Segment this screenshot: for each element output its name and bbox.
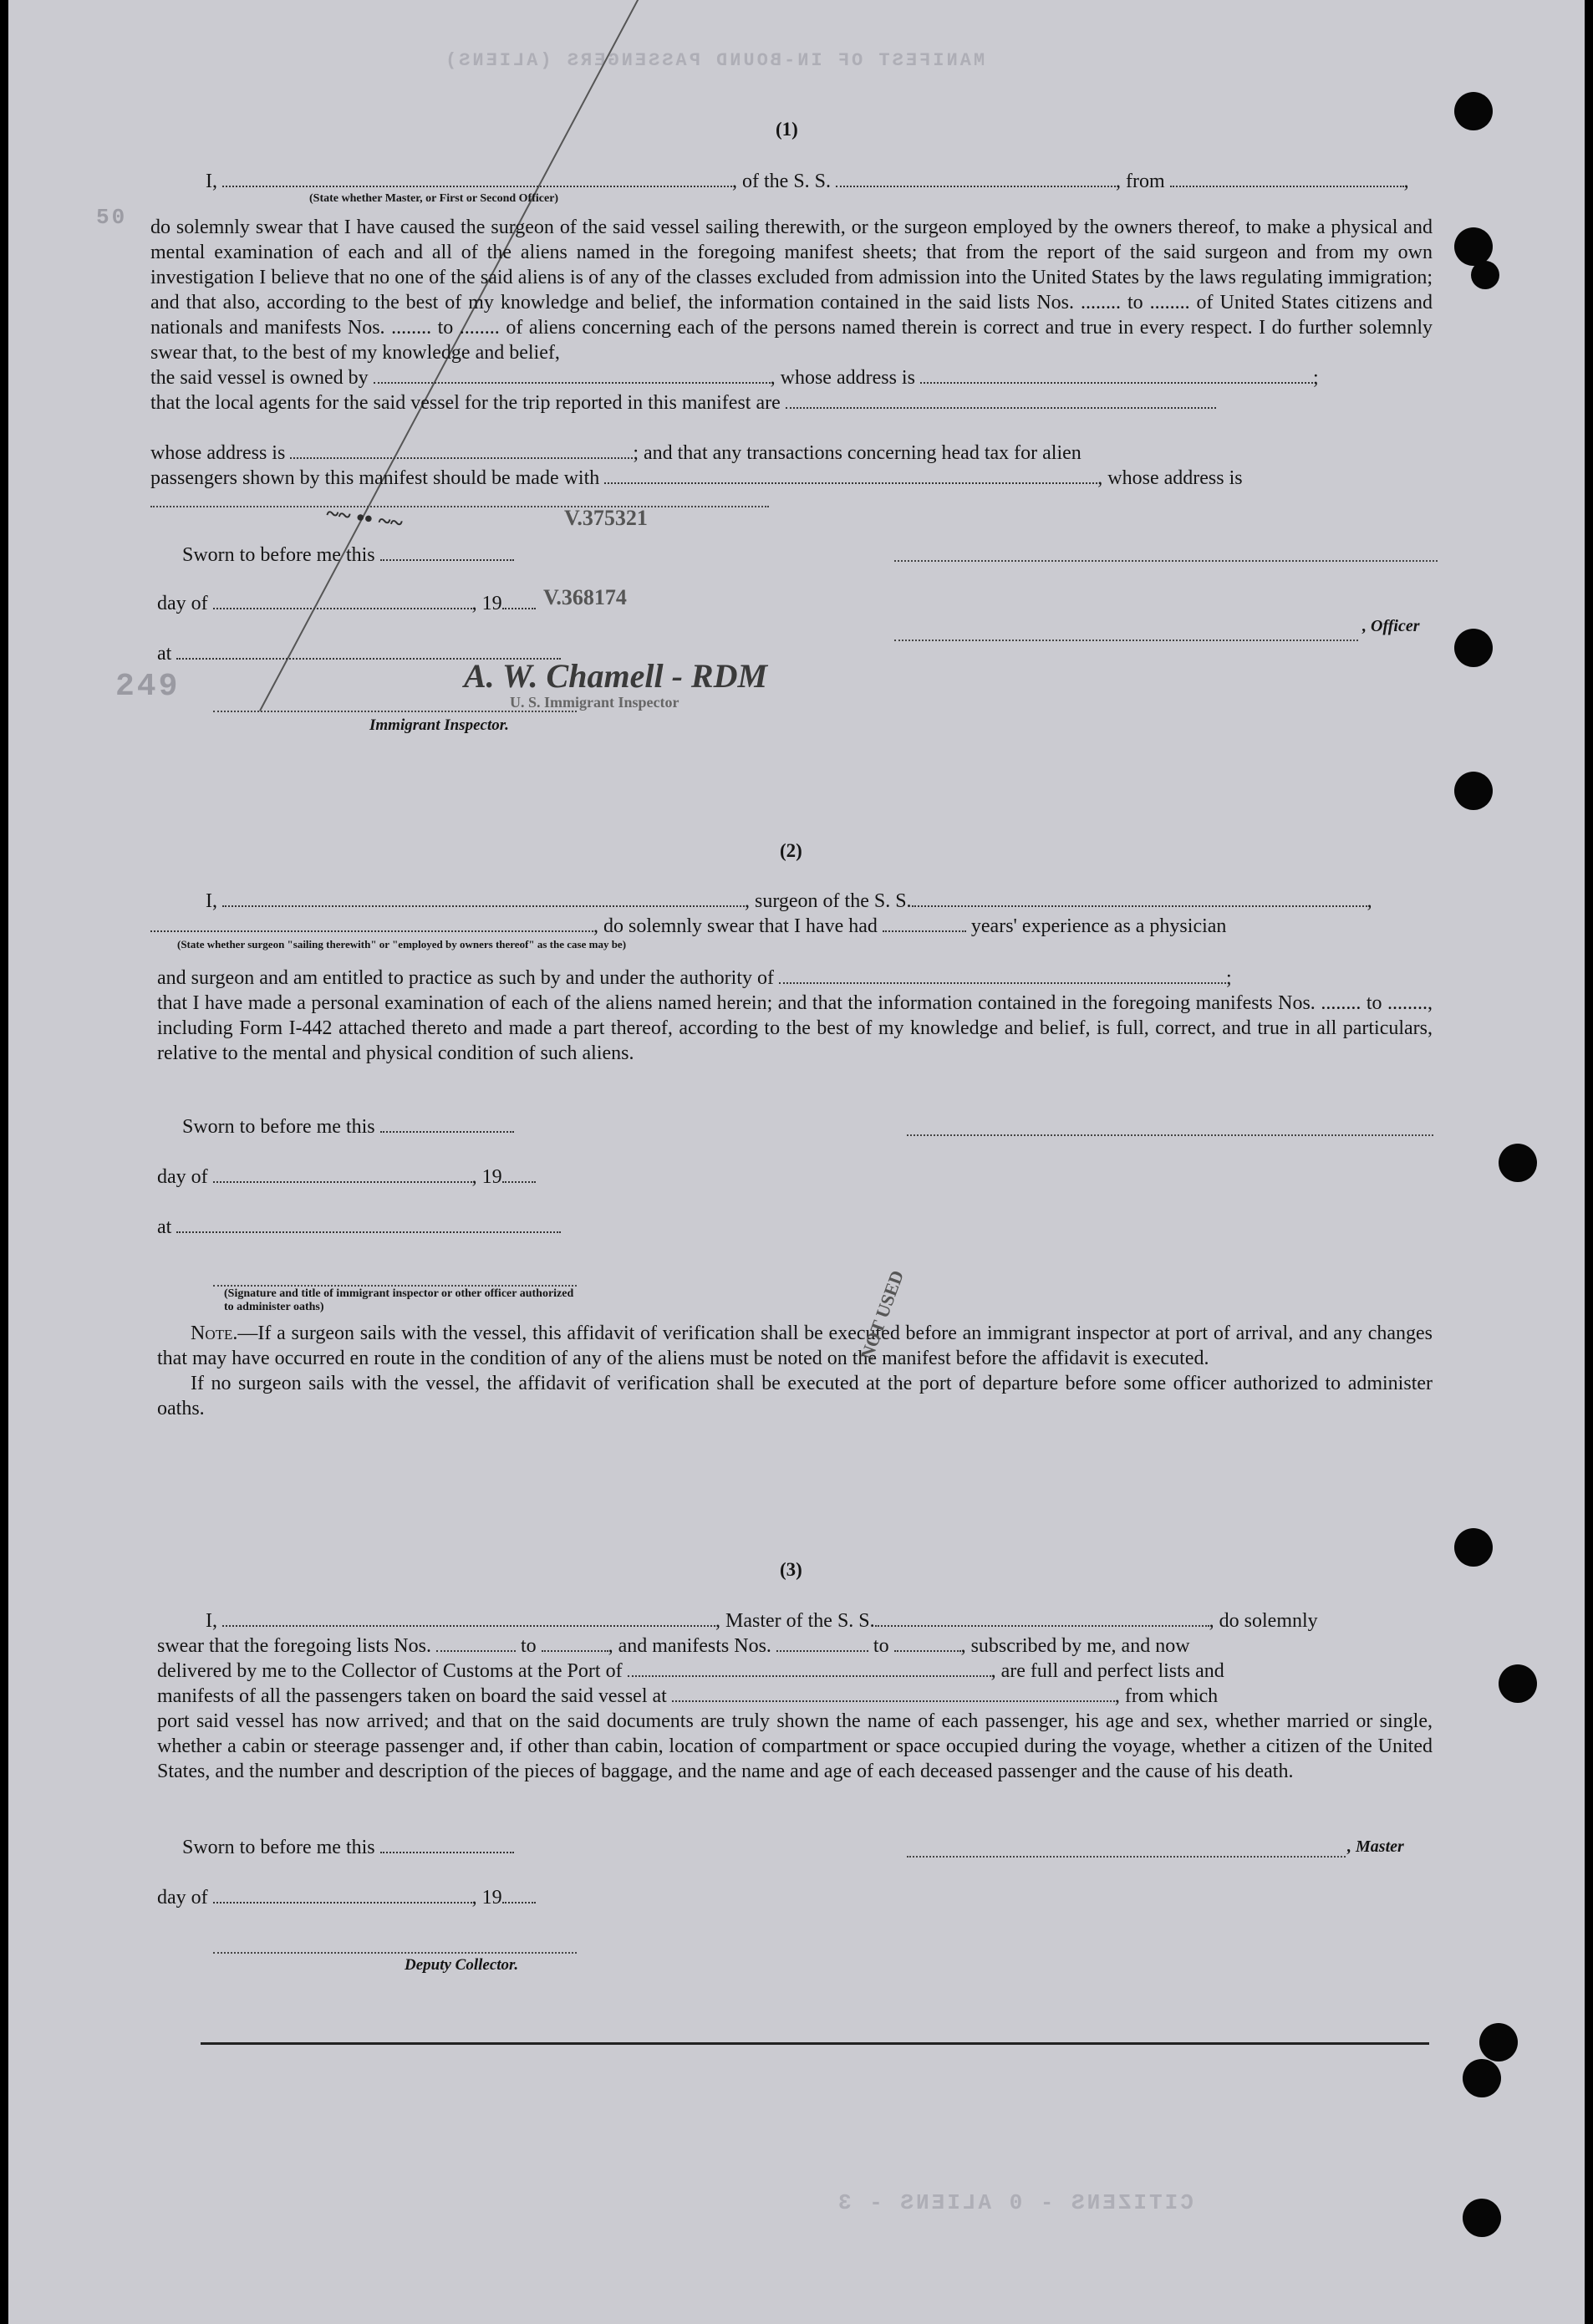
punch-hole: [1454, 227, 1493, 266]
authority-line: and surgeon and am entitled to practice as such by and under the authority of ;: [157, 967, 1232, 989]
of-ss-label: , of the S. S.: [732, 171, 832, 192]
taken-on-board-line: manifests of all the passengers taken on board the said vessel at , from which: [157, 1685, 1219, 1707]
at-line-2: at: [157, 1215, 561, 1240]
officer-note: (State whether Master, or First or Second Officer): [309, 192, 559, 205]
sworn-line-3: Sworn to before me this: [182, 1835, 514, 1860]
section-1-number: (1): [776, 119, 798, 140]
oath-pronoun: I,: [206, 171, 217, 192]
officer-label: , Officer: [1362, 617, 1420, 635]
punch-hole: [1499, 1664, 1537, 1703]
head-tax-line: passengers shown by this manifest should be made with , whose address is: [150, 467, 1243, 489]
signature-title-note: (Signature and title of immigrant inspector or other officer authorized to administer oaths): [224, 1287, 574, 1313]
section-1-oath-line: I, , of the S. S. , from ,: [206, 171, 1409, 192]
deputy-collector-label: Deputy Collector.: [405, 1956, 519, 1974]
ghost-margin-number: 50: [96, 205, 128, 230]
note-text: Note.—If a surgeon sails with the vessel, this affidavit of verification shall be executed before an immigrant inspector at port of arrival, and any changes that may have occurred en route in the condition of any of the aliens must be noted on the manifest before the affidavit is executed. If no surgeon sails with the vessel, the affidavit of verification shall be executed at the port of departure before some officer authorized to administer oaths.: [157, 1323, 1433, 1419]
experience-line: , do solemnly swear that I have had years' experience as a physician: [150, 914, 1226, 939]
immigrant-inspector-label: Immigrant Inspector.: [369, 716, 509, 734]
ghost-page-number: 249: [115, 669, 181, 705]
sworn-line-2: Sworn to before me this: [182, 1114, 514, 1139]
transactions-line: whose address is ; and that any transactions concerning head tax for alien: [150, 442, 1082, 464]
ghost-footer: CITIZENS - 0 ALIENS - 3: [836, 2190, 1193, 2215]
punch-hole: [1471, 261, 1499, 289]
punch-hole: [1499, 1144, 1537, 1182]
day-of-line-3: day of , 19: [157, 1885, 536, 1910]
punch-hole: [1479, 2023, 1518, 2062]
ghost-header: MANIFEST OF IN-BOUND PASSENGERS (ALIENS): [443, 50, 985, 71]
section-3-number: (3): [780, 1559, 802, 1580]
punch-hole: [1454, 629, 1493, 667]
section-1-body: do solemnly swear that I have caused the surgeon of the said vessel sailing therewith, or the surgeon employed by the owners thereof, to make a physical and mental examination of each and all of the aliens named in the foregoing manifest sheets; that from the report of the said surgeon and from my own investigation I believe that no one of the said aliens is of any of the classes excluded from admission into the United States by the laws regulating immigration; and that also, according to the best of my knowledge and belief, the information contained in the said lists Nos. ........ to ........ of United States citizens and nationals and manifests Nos. ........ to ........ of aliens concerning each of the persons named therein is correct and true in every respect. I do further solemnly swear that, to the best of my knowledge and belief,: [150, 217, 1433, 364]
punch-hole: [1454, 92, 1493, 130]
section-2-body: that I have made a personal examination of each of the aliens named herein; and that the information contained in the foregoing manifests Nos. ........ to ........, including Form I-442 attached thereto and made a part thereof, according to the best of my knowledge and belief, is full, correct, and true in all particulars, relative to the mental and physical condition of such aliens.: [157, 992, 1433, 1064]
officer-signature: A. W. Chamell - RDM: [464, 657, 768, 695]
lists-line: swear that the foregoing lists Nos. to , and manifests Nos. to , subscribed by me, and now: [157, 1635, 1190, 1657]
diagonal-stamp: NOT USED: [856, 1267, 908, 1363]
manifest-page: [8, 0, 1585, 2324]
punch-hole: [1463, 2199, 1501, 2237]
surgeon-line: I, , surgeon of the S. S. ,: [206, 890, 1372, 912]
stamp-number: V.375321: [564, 506, 648, 530]
punch-hole: [1463, 2059, 1501, 2097]
at-line-1: at: [157, 641, 561, 666]
port-line: delivered by me to the Collector of Customs at the Port of , are full and perfect lists and: [157, 1660, 1224, 1682]
master-label: , Master: [1347, 1837, 1404, 1856]
section-2-number: (2): [780, 840, 802, 861]
master-line: I, , Master of the S. S. , do solemnly: [206, 1610, 1318, 1632]
punch-hole: [1454, 1528, 1493, 1567]
day-of-line-1: day of , 19: [157, 591, 536, 616]
sworn-line-1: Sworn to before me this: [182, 543, 514, 568]
ink-stamp: ~~ •• ~~: [324, 500, 405, 538]
bottom-rule: [201, 2042, 1429, 2045]
local-agents-line: that the local agents for the said vessel for the trip reported in this manifest are: [150, 390, 1216, 415]
section-3-body: port said vessel has now arrived; and that on the said documents are truly shown the name of each passenger, his age and sex, whether married or single, whether a cabin or steerage passenger and, if other than cabin, location of compartment or space occupied during the voyage, whether a citizen of the United States, and the number and description of the pieces of baggage, and the name and age of each deceased passenger and the cause of his death.: [157, 1710, 1433, 1782]
punch-hole: [1454, 772, 1493, 810]
owned-by-line: the said vessel is owned by , whose address is ;: [150, 367, 1319, 389]
surgeon-note: (State whether surgeon "sailing therewith" or "employed by owners thereof" as the case may be): [177, 938, 627, 950]
day-of-line-2: day of , 19: [157, 1165, 536, 1190]
inspector-stamp: U. S. Immigrant Inspector: [510, 694, 679, 711]
stamp-number-2: V.368174: [543, 585, 627, 609]
from-label: , from: [1116, 171, 1165, 192]
